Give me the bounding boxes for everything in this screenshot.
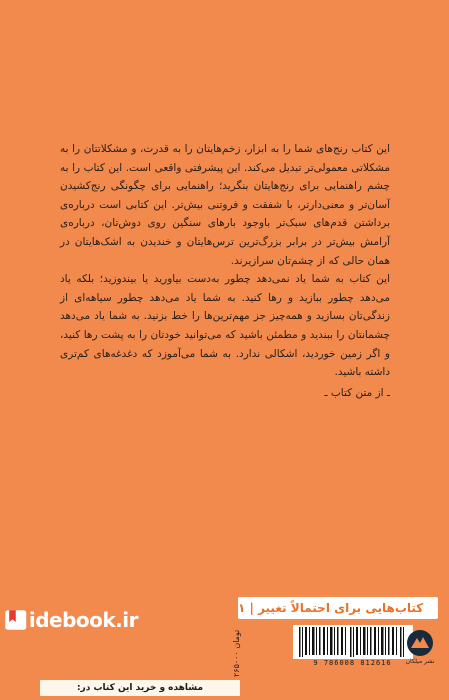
- book-bookmark-icon: [4, 601, 29, 639]
- series-label-box: [238, 597, 438, 619]
- barcode-icon: [293, 625, 413, 659]
- blurb-paragraph-1: این کتاب رنج‌های شما را به ابزار، زخم‌هایتان را به قدرت، و مشکلاتتان را به مشکلاتی معمولی‌تر تبدیل می‌کند. این پیشرفتی واقعی است. این کتاب را به چشم راهنمایی برای رنج‌هایتان بنگرید؛ راهنمایی برای چگونگی رنج‌کشیدن آسان‌تر و معنی‌دارتر، با شفقت و فروتنی بیش‌تر. این کتابی است درباره‌ی برداشتن قدم‌های سبک‌تر باوجود بارهای سنگین روی دوش‌تان، درباره‌ی آرامش بیش‌تر در برابر بزرگ‌ترین ترس‌هایتان و خندیدن به اشک‌هایتان در همان حالی که از چشم‌تان سرازیرند.: [60, 143, 390, 267]
- publisher-logo-icon: [405, 628, 435, 658]
- price-label: ۲۶۵۰۰۰ تومان: [232, 629, 241, 677]
- watermark-text: idebook.ir: [28, 608, 138, 632]
- footer-caption: مشاهده و خرید این کتاب در:: [40, 680, 240, 696]
- barcode-number: 9 786008 812616: [313, 659, 392, 667]
- watermark: [8, 600, 138, 640]
- blurb-paragraph-2: این کتاب به شما یاد نمی‌دهد چطور به‌دست بیاورید یا بیندوزید؛ بلکه یاد می‌دهد چطور ببازید و رها کنید. به شما یاد می‌دهد چطور سیاهه‌ای از زندگی‌تان بسازید و همه‌چیز جز مهم‌ترین‌ها را خط بزنید. به شما یاد می‌دهد چشمانتان را ببندید و مطمئن باشید که می‌توانید خودتان را به پشت رها کنید، و اگر زمین خوردید، اشکالی ندارد. به شما می‌آموزد که دغدغه‌های کم‌تری داشته باشید.: [60, 273, 390, 379]
- publisher-name: نشر میلکان: [405, 658, 435, 665]
- publisher-logo: [400, 628, 440, 668]
- series-label: کتاب‌هایی برای احتمالاً تغییر | ۱: [238, 601, 424, 615]
- blurb-text: [60, 140, 390, 382]
- quote-attribution: ـ از متن کتاب ـ: [324, 387, 390, 399]
